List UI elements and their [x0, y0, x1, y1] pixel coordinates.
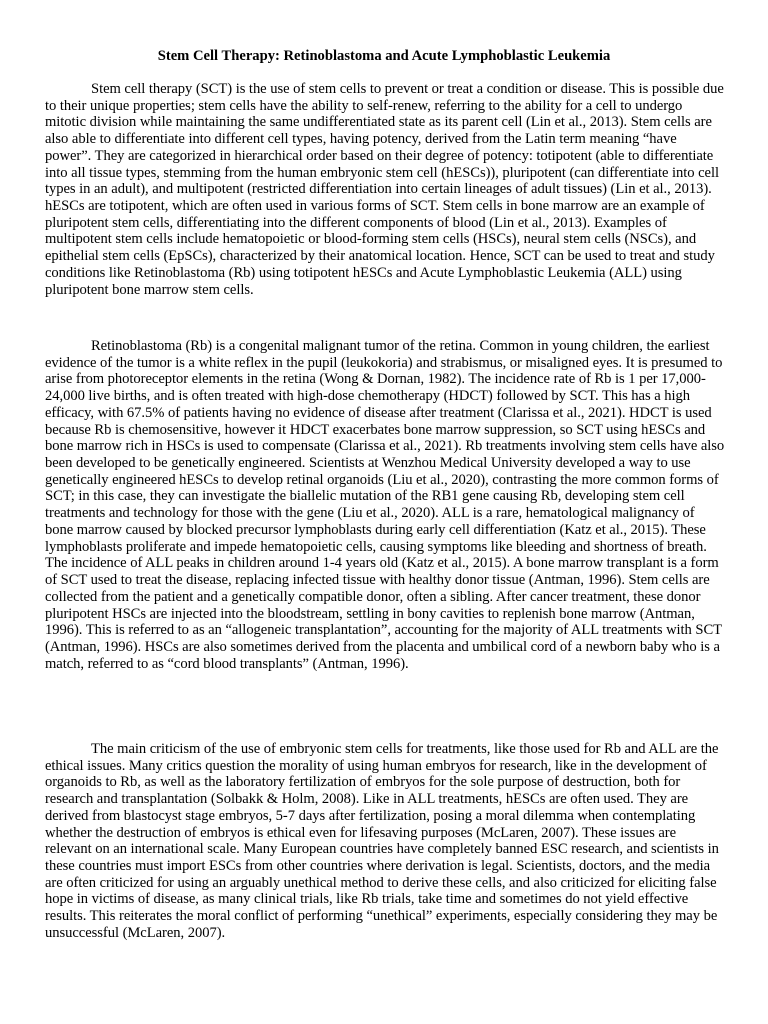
paragraph-stem-cell-therapy-intro: Stem cell therapy (SCT) is the use of stem cells to prevent or treat a condition or disease. This is possible due to their unique properties; stem cells have the ability to self-renew, referring to the ability for a cell to undergo mitotic division while maintaining the same undifferentiated state as its parent cell (Lin et al., 2013). Stem cells are also able to differentiate into different cell types, having potency, derived from the Latin term meaning “have power”. They are categorized in hierarchical order based on their degree of potency: totipotent (able to differentiate into all tissue types, stemming from the human embryonic stem cell (hESCs)), pluripotent (can differentiate into cell types in an adult), and multipotent (restricted differentiation into certain lineages of adult tissues) (Lin et al., 2013). hESCs are totipotent, which are often used in various forms of SCT. Stem cells in bone marrow are an example of pluripotent stem cells, differentiating into the different components of blood (Lin et al., 2013). Examples of multipotent stem cells include hematopoietic or blood-forming stem cells (HSCs), neural stem cells (NSCs), and epithelial stem cells (EpSCs), characterized by their anatomical location. Hence, SCT can be used to treat and study conditions like Retinoblastoma (Rb) using totipotent hESCs and Acute Lymphoblastic Leukemia (ALL) using pluripotent bone marrow stem cells.: [45, 81, 724, 298]
document-title: Stem Cell Therapy: Retinoblastoma and Acute Lymphoblastic Leukemia: [157, 48, 611, 64]
paragraph-retinoblastoma-and-all: Retinoblastoma (Rb) is a congenital malignant tumor of the retina. Common in young children, the earliest evidence of the tumor is a white reflex in the pupil (leukokoria) and strabismus, or misaligned eyes. It is presumed to arise from photoreceptor elements in the retina (Wong & Dornan, 1982). The incidence rate of Rb is 1 per 17,000-24,000 live births, and is often treated with high-dose chemotherapy (HDCT) followed by SCT. This has a high efficacy, with 67.5% of patients having no evidence of disease after treatment (Clarissa et al., 2021). HDCT is used because Rb is chemosensitive, however it HDCT exacerbates bone marrow suppression, so SCT using hESCs and bone marrow rich in HSCs is used to compensate (Clarissa et al., 2021). Rb treatments involving stem cells have also been developed to be genetically engineered. Scientists at Wenzhou Medical University developed a way to use genetically engineered hESCs to develop retinal organoids (Liu et al., 2020), contrasting the more common forms of SCT; in this case, they can investigate the biallelic mutation of the RB1 gene causing Rb, developing stem cell treatments and technology for those with the gene (Liu et al., 2020). ALL is a rare, hematological malignancy of bone marrow caused by blocked precursor lymphoblasts during early cell differentiation (Katz et al., 2015). These lymphoblasts proliferate and impede hematopoietic cells, causing symptoms like bleeding and shortness of breath. The incidence of ALL peaks in children around 1-4 years old (Katz et al., 2015). A bone marrow transplant is a form of SCT used to treat the disease, replacing infected tissue with healthy donor tissue (Antman, 1996). Stem cells are collected from the patient and a genetically compatible donor, often a sibling. After cancer treatment, these donor pluripotent HSCs are injected into the bloodstream, settling in bony cavities to replenish bone marrow (Antman, 1996). This is referred to as an “allogeneic transplantation”, accounting for the majority of ALL treatments with SCT (Antman, 1996). HSCs are also sometimes derived from the placenta and umbilical cord of a newborn baby who is a match, referred to as “cord blood transplants” (Antman, 1996).: [45, 338, 725, 672]
paragraph-ethical-criticism: The main criticism of the use of embryonic stem cells for treatments, like those used for Rb and ALL are the ethical issues. Many critics question the morality of using human embryos for research, like in the development of organoids to Rb, as well as the laboratory fertilization of embryos for the sole purpose of destruction, both for research and transplantation (Solbakk & Holm, 2008). Like in ALL treatments, hESCs are often used. They are derived from blastocyst stage embryos, 5-7 days after fertilization, posing a moral dilemma when contemplating whether the destruction of embryos is ethical even for lifesaving purposes (McLaren, 2007). These issues are relevant on an international scale. Many European countries have completely banned ESC research, and scientists in these countries must import ESCs from other countries where derivation is legal. Scientists, doctors, and the media are often criticized for using an arguably unethical method to derive these cells, and also criticized for eliciting false hope in victims of disease, as many clinical trials, like Rb trials, take time and sometimes do not yield effective results. This reiterates the moral conflict of performing “unethical” experiments, especially considering they may be unsuccessful (McLaren, 2007).: [45, 741, 719, 941]
